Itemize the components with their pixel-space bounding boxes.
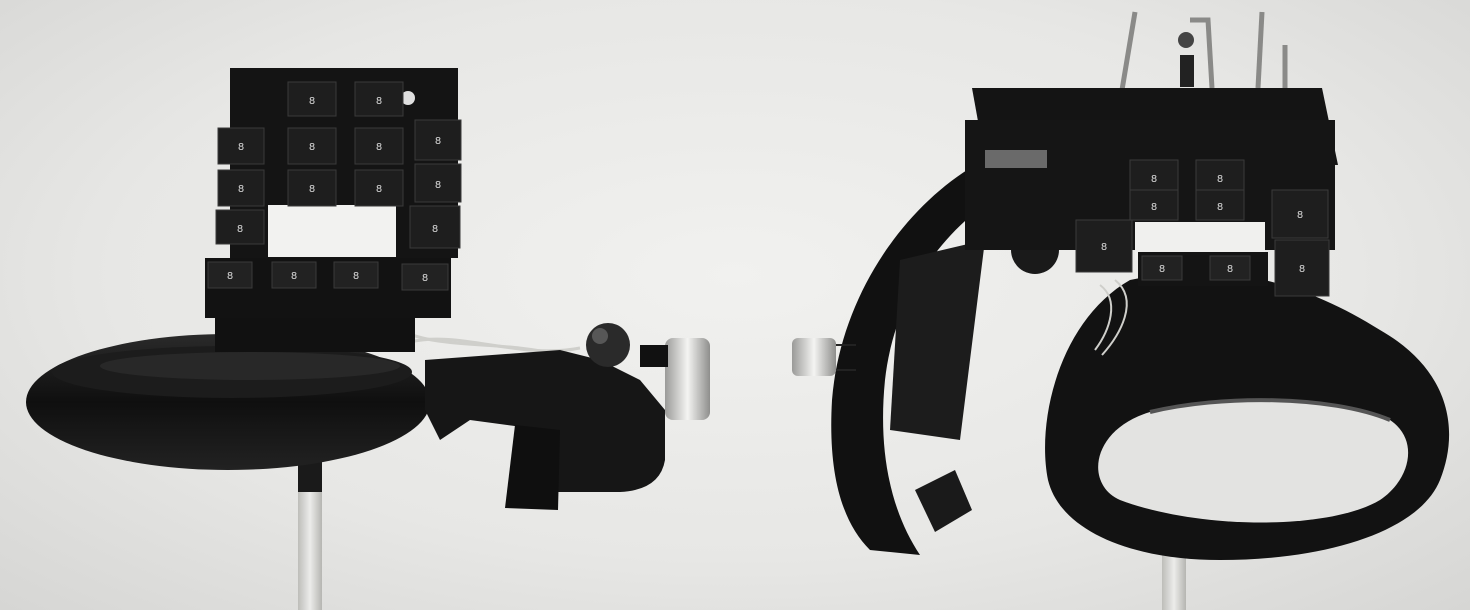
svg-text:8: 8 xyxy=(1216,202,1224,213)
right-key xyxy=(1275,240,1329,296)
right-key xyxy=(1130,190,1178,220)
left-key xyxy=(355,82,403,116)
svg-text:8: 8 xyxy=(237,184,245,195)
right-bracket xyxy=(915,470,972,532)
left-trigger xyxy=(505,425,560,510)
left-key xyxy=(208,262,252,288)
svg-text:8: 8 xyxy=(375,142,383,153)
right-sensor xyxy=(792,338,836,376)
svg-text:8: 8 xyxy=(308,184,316,195)
left-controller xyxy=(26,68,710,610)
left-key xyxy=(288,128,336,164)
left-key xyxy=(218,170,264,206)
svg-text:8: 8 xyxy=(1296,210,1304,221)
left-key xyxy=(415,120,461,160)
svg-text:8: 8 xyxy=(1226,264,1234,275)
left-key xyxy=(415,164,461,202)
left-key xyxy=(218,128,264,164)
right-key xyxy=(1272,190,1328,238)
svg-text:8: 8 xyxy=(1158,264,1166,275)
left-keypad xyxy=(205,68,461,318)
svg-text:8: 8 xyxy=(375,96,383,107)
svg-text:8: 8 xyxy=(1150,174,1158,185)
svg-text:8: 8 xyxy=(434,136,442,147)
svg-text:8: 8 xyxy=(421,273,429,284)
svg-text:8: 8 xyxy=(226,271,234,282)
left-key xyxy=(355,128,403,164)
svg-text:8: 8 xyxy=(375,184,383,195)
left-key xyxy=(355,170,403,206)
svg-text:8: 8 xyxy=(1298,264,1306,275)
svg-text:8: 8 xyxy=(352,271,360,282)
right-key xyxy=(1142,256,1182,280)
svg-text:8: 8 xyxy=(308,96,316,107)
left-key xyxy=(410,206,460,248)
right-handle-opening xyxy=(1098,400,1408,522)
svg-text:8: 8 xyxy=(290,271,298,282)
left-key xyxy=(288,82,336,116)
right-keypad xyxy=(965,120,1335,296)
left-sensor xyxy=(665,338,710,420)
svg-text:8: 8 xyxy=(1100,242,1108,253)
left-key xyxy=(288,170,336,206)
svg-text:8: 8 xyxy=(237,142,245,153)
right-key xyxy=(1210,256,1250,280)
left-knob xyxy=(586,323,630,367)
svg-text:8: 8 xyxy=(308,142,316,153)
right-controller xyxy=(792,12,1449,610)
right-key xyxy=(1076,220,1132,272)
svg-text:8: 8 xyxy=(236,224,244,235)
right-rods xyxy=(1122,12,1285,90)
left-key xyxy=(334,262,378,288)
left-key xyxy=(402,264,448,290)
svg-text:8: 8 xyxy=(434,180,442,191)
svg-text:8: 8 xyxy=(431,224,439,235)
svg-text:8: 8 xyxy=(1216,174,1224,185)
left-key xyxy=(216,210,264,244)
svg-text:8: 8 xyxy=(1150,202,1158,213)
left-key xyxy=(272,262,316,288)
right-key xyxy=(1196,190,1244,220)
